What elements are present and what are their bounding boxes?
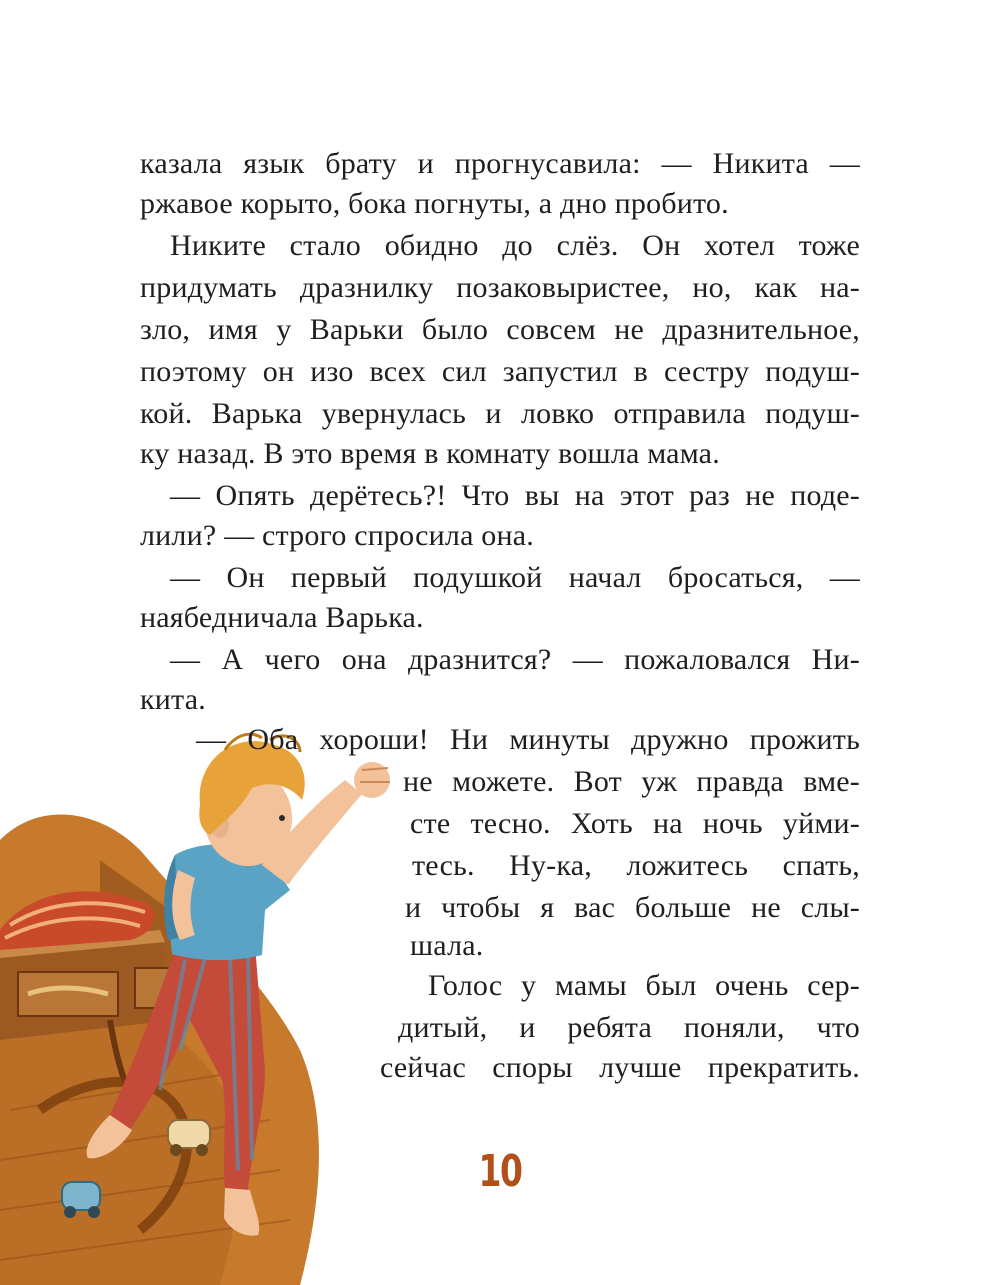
text-line: ку назад. В это время в комнату вошла мама. xyxy=(140,437,720,470)
text-line: Голос у мамы был очень сер- xyxy=(428,969,860,1002)
text-line: ржавое корыто, бока погнуты, а дно пробито. xyxy=(140,187,729,220)
text-line: сте тесно. Хоть на ночь уйми- xyxy=(410,807,860,840)
text-line: шала. xyxy=(410,929,484,962)
text-line: — Опять дерётесь?! Что вы на этот раз не поде- xyxy=(170,479,860,512)
text-line: поэтому он изо всех сил запустил в сестру подуш- xyxy=(140,355,860,388)
text-line: зло, имя у Варьки было совсем не дразнительное, xyxy=(140,313,860,346)
text-line: — Он первый подушкой начал бросаться, — xyxy=(170,561,860,594)
text-line: придумать дразнилку позаковыристее, но, как на- xyxy=(140,271,860,304)
text-line: тесь. Ну-ка, ложитесь спать, xyxy=(412,849,860,882)
text-line: Никите стало обидно до слёз. Он хотел тоже xyxy=(170,229,860,262)
text-line: казала язык брату и прогнусавила: — Никита — xyxy=(140,147,860,180)
boy-illustration xyxy=(0,690,440,1285)
text-line: и чтобы я вас больше не слы- xyxy=(405,891,860,924)
text-line: наябедничала Варька. xyxy=(140,601,424,634)
text-line: кита. xyxy=(140,683,206,716)
text-line: дитый, и ребята поняли, что xyxy=(398,1011,860,1044)
text-line: сейчас споры лучше прекратить. xyxy=(380,1051,860,1084)
page-number: 10 xyxy=(478,1146,522,1197)
text-line: лили? — строго спросила она. xyxy=(140,519,534,552)
text-line: кой. Варька увернулась и ловко отправила подуш- xyxy=(140,397,860,430)
text-line: не можете. Вот уж правда вме- xyxy=(403,765,860,798)
text-line: — А чего она дразнится? — пожаловался Ни- xyxy=(170,643,860,676)
text-line: — Оба хороши! Ни минуты дружно прожить xyxy=(196,723,860,756)
